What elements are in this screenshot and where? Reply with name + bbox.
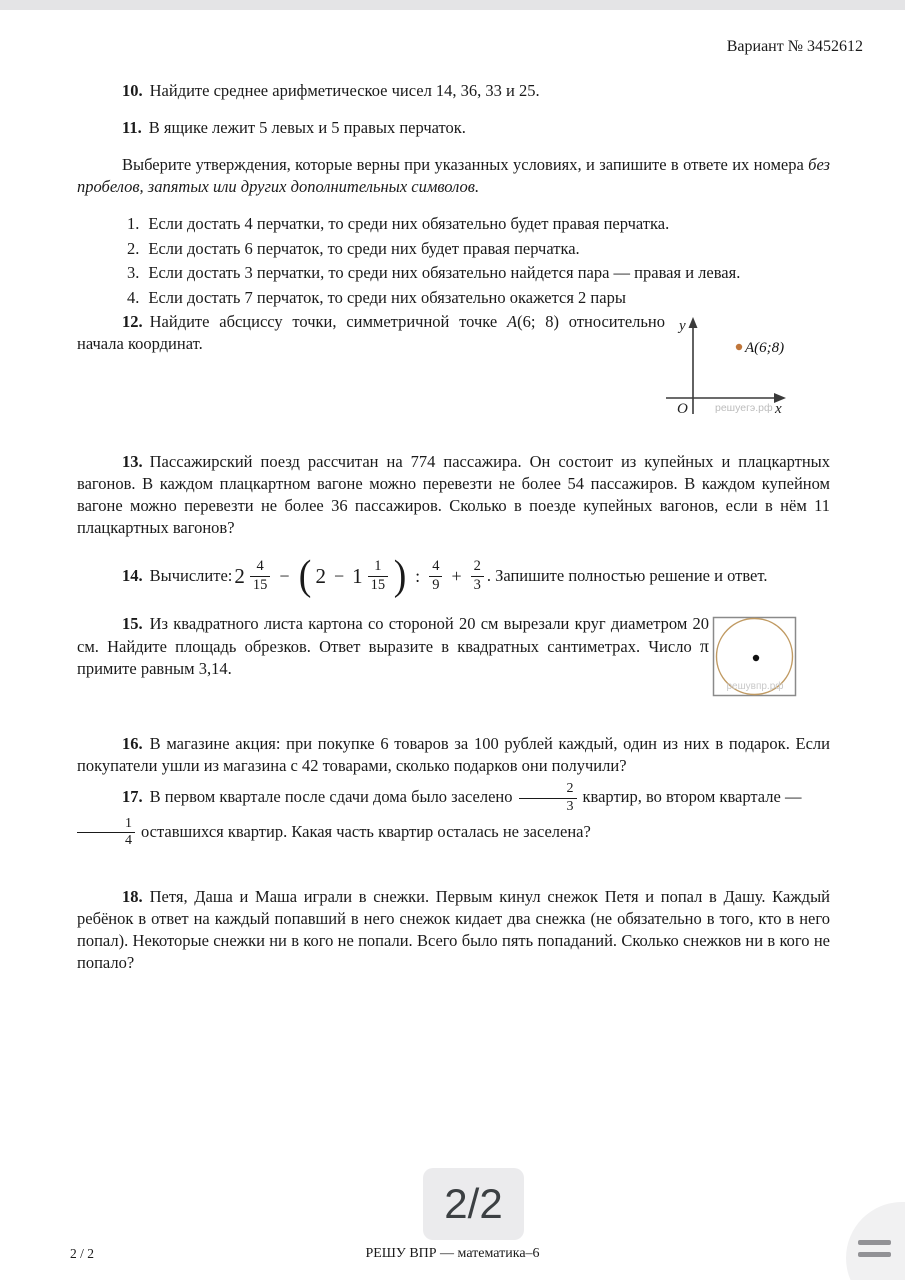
coordinate-axes-figure xyxy=(660,312,800,420)
problem-10 xyxy=(77,80,830,102)
figure-watermark: решувпр.рф xyxy=(726,681,784,692)
fraction-denominator: 9 xyxy=(429,576,442,594)
statement-1-number: 1. xyxy=(127,214,140,233)
page-gap-band xyxy=(0,0,905,10)
problem-10-text: Найдите среднее арифметическое чисел 14, 36, 33 и 25. xyxy=(149,81,540,100)
problem-12-number: 12. xyxy=(122,312,143,331)
variant-label: Вариант № 3452612 xyxy=(726,38,863,55)
statement-4-text: Если достать 7 перчаток, то среди них обязательно окажется 2 пары xyxy=(148,287,626,307)
problem-16-text: В магазине акция: при покупке 6 товаров за 100 рублей каждый, один из них в подарок. Если покупатели ушли из магазина с 42 товарами, сколько подарков они получили? xyxy=(77,734,830,775)
instructions-paragraph xyxy=(77,154,830,198)
statement-item-3 xyxy=(127,261,830,286)
fraction-denominator: 3 xyxy=(471,576,484,594)
pi-symbol: π xyxy=(699,636,709,656)
problem-12-text-after: относительно начала координат. xyxy=(77,312,666,353)
formula-fraction-3 xyxy=(429,558,442,594)
problem-11 xyxy=(77,117,830,139)
drag-handle-bar-icon xyxy=(858,1240,891,1245)
formula-inner-mixed: 1 xyxy=(352,563,363,588)
fraction-numerator: 2 xyxy=(566,781,574,796)
scrollbar-drag-handle[interactable] xyxy=(846,1202,905,1280)
center-dot xyxy=(753,655,759,661)
problem-17-text-2: квартир, во втором квартале — xyxy=(582,787,802,807)
problem-17-text-1: В первом квартале после сдачи дома было заселено xyxy=(149,787,513,807)
formula-fraction-2 xyxy=(368,558,389,594)
problem-12-point-letter: A xyxy=(506,312,518,331)
formula-plus: + xyxy=(451,565,462,586)
problem-17 xyxy=(77,781,830,850)
figure-watermark: решуегэ.рф xyxy=(715,402,773,414)
fraction-one-quarter xyxy=(77,816,135,851)
problem-17-number: 17. xyxy=(122,787,143,807)
statement-4-number: 4. xyxy=(127,287,140,307)
statement-item-1 xyxy=(127,212,830,237)
formula-fraction-1 xyxy=(250,558,271,594)
formula-divide: : xyxy=(415,565,421,586)
problem-18-text: Петя, Даша и Маша играли в снежки. Первым кинул снежок Петя и попал в Дашу. Каждый ребёнок в ответ на каждый попавший в него снежок кидает два снежка (не обязательно в того, кто в него попал). Некоторые снежки ни в кого не попали. Всего было пять попаданий. Сколько снежков ни в кого не попало? xyxy=(77,887,830,972)
fraction-numerator: 4 xyxy=(432,558,440,575)
statement-3-text: Если достать 3 перчатки, то среди них обязательно найдется пара — правая и левая. xyxy=(148,263,741,282)
footer-brand: РЕШУ ВПР — математика–6 xyxy=(365,1246,540,1261)
instructions-text-italic: без пробелов, запятых или других дополнительных символов. xyxy=(77,155,830,196)
problem-18 xyxy=(77,886,830,974)
problem-11-number: 11. xyxy=(122,118,142,137)
point-A-label: A(6;8) xyxy=(745,340,785,356)
fraction-numerator: 1 xyxy=(125,815,132,831)
problem-13-text: Пассажирский поезд рассчитан на 774 пассажира. Он состоит из купейных и плацкартных вагонов. В каждом плацкартном вагоне можно перевезти не более 54 пассажиров. В каждом купейном вагоне можно перевезти не более 36 пассажиров. Сколько в поезде купейных вагонов, если в нём 11 плацкартных вагонов? xyxy=(77,452,830,537)
square-circle-figure xyxy=(712,616,798,698)
fraction-numerator: 1 xyxy=(374,558,382,575)
y-axis-arrow-icon xyxy=(689,317,698,328)
formula-whole-1: 2 xyxy=(234,563,245,588)
y-axis-label: y xyxy=(679,318,686,334)
problem-15-figure xyxy=(712,616,798,703)
page-position-indicator: 2/2 xyxy=(423,1168,524,1240)
statements-list xyxy=(127,212,830,310)
problem-15-number: 15. xyxy=(122,614,143,633)
statement-item-2 xyxy=(127,237,830,262)
statement-2-text: Если достать 6 перчаток, то среди них будет правая перчатка. xyxy=(148,238,580,258)
drag-handle-bar-icon xyxy=(858,1252,891,1257)
problem-14-lead: Вычислите: xyxy=(149,566,233,585)
point-A-dot xyxy=(736,344,742,350)
problem-13-number: 13. xyxy=(122,452,143,471)
formula-open-paren: ( xyxy=(298,553,311,599)
fraction-denominator: 4 xyxy=(77,832,135,850)
fraction-numerator: 2 xyxy=(473,558,481,575)
fraction-denominator: 3 xyxy=(519,798,577,816)
problem-18-number: 18. xyxy=(122,887,143,906)
statement-2-number: 2. xyxy=(127,238,140,258)
statement-item-4 xyxy=(127,286,830,311)
problem-14-number: 14. xyxy=(122,566,143,585)
formula-minus: − xyxy=(279,565,290,586)
formula-fraction-4 xyxy=(471,558,484,594)
problem-12-figure xyxy=(660,312,800,425)
problem-16 xyxy=(77,733,830,777)
fraction-denominator: 15 xyxy=(250,576,271,594)
problem-11-text: В ящике лежит 5 левых и 5 правых перчаток. xyxy=(148,118,466,137)
footer-page-number: 2 / 2 xyxy=(70,1246,95,1261)
problem-15 xyxy=(77,613,709,680)
formula-inner-whole: 2 xyxy=(315,563,327,588)
fraction-numerator: 4 xyxy=(256,558,264,575)
instructions-text: Выберите утверждения, которые верны при указанных условиях, и запишите в ответе их номера xyxy=(122,155,809,174)
problem-15-text-after: примите равным 3,14. xyxy=(77,659,232,678)
problem-15-text: Из квадратного листа картона со стороной 20 см вырезали круг диаметром 20 см. Найдите площадь обрезков. Ответ выразите в квадратных сантиметрах. Число xyxy=(77,614,709,656)
fraction-two-thirds xyxy=(519,781,577,816)
problem-12 xyxy=(77,311,665,355)
statement-1-text: Если достать 4 перчатки, то среди них обязательно будет правая перчатка. xyxy=(148,214,670,233)
problem-16-number: 16. xyxy=(122,734,143,753)
formula-close-paren: ) xyxy=(393,553,407,599)
problem-12-text: Найдите абсциссу точки, симметричной точке xyxy=(149,312,507,331)
problem-13 xyxy=(77,451,830,539)
problem-14-tail: . Запишите полностью решение и ответ. xyxy=(486,566,768,585)
problem-17-text-3: оставшихся квартир. Какая часть квартир осталась не заселена? xyxy=(141,821,591,841)
fraction-denominator: 15 xyxy=(368,576,389,594)
problem-10-number: 10. xyxy=(122,81,143,100)
problem-14 xyxy=(77,548,867,604)
problem-12-point-coords: (6; 8) xyxy=(517,312,559,331)
statement-3-number: 3. xyxy=(127,263,140,282)
origin-label: O xyxy=(677,401,688,417)
x-axis-label: x xyxy=(775,401,782,417)
formula-inner-minus: − xyxy=(334,565,345,586)
